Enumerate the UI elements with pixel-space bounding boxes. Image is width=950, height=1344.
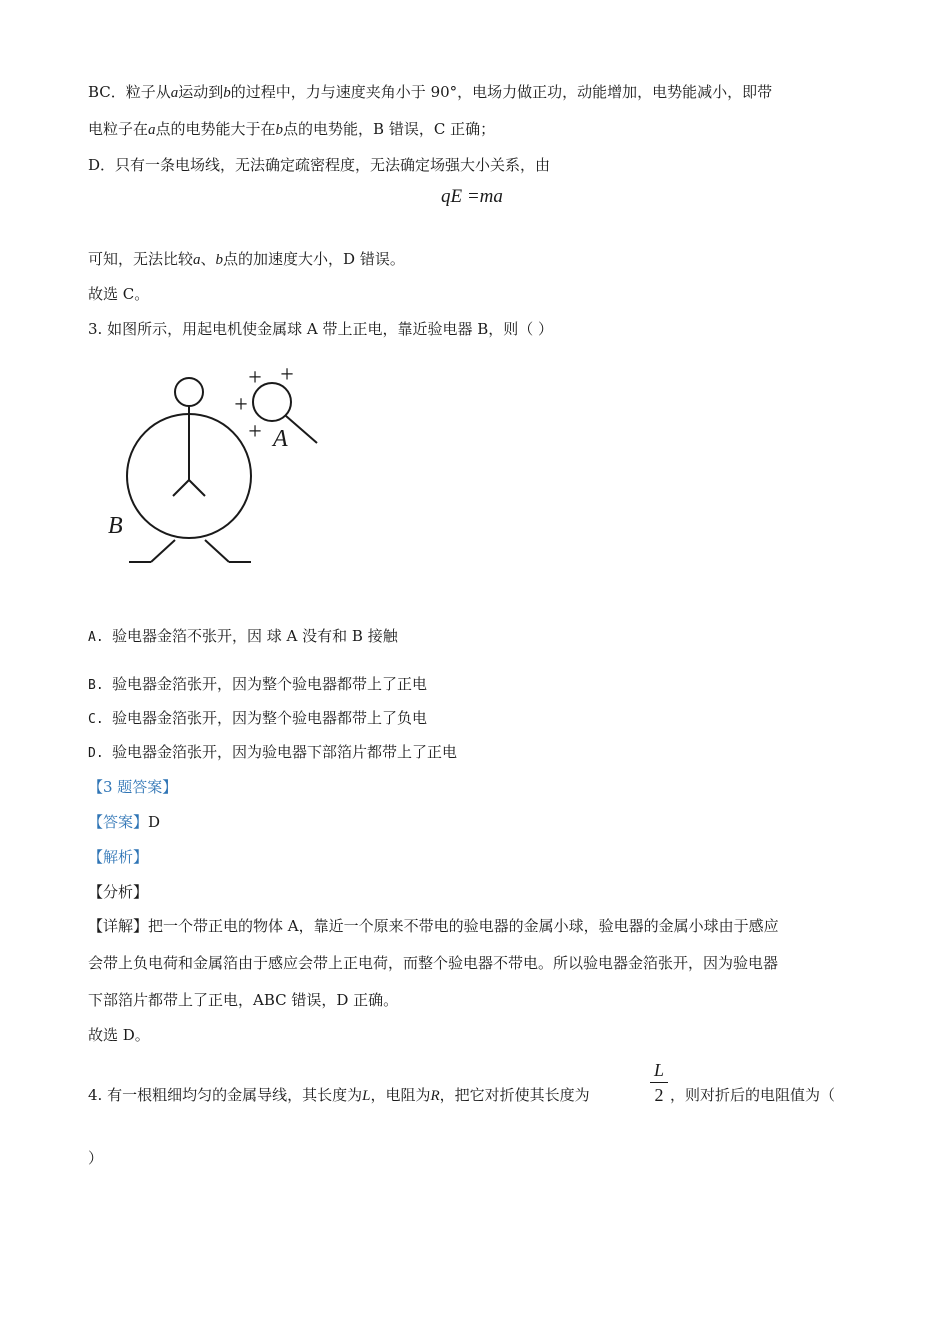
- label-b: B: [108, 513, 123, 539]
- var-r: R: [430, 1088, 440, 1104]
- analysis-sub: 【分析】: [88, 883, 149, 901]
- var-b: b: [275, 122, 284, 138]
- text: 运动到: [178, 83, 224, 101]
- fraction-bar: [650, 1082, 668, 1083]
- text: 的过程中，力与速度夹角小于 90°，电场力做正功，动能增加，电势能减小，即带: [230, 83, 773, 101]
- text: ，电阻为: [370, 1086, 431, 1104]
- option-a[interactable]: [88, 626, 398, 648]
- bc-line-2: [88, 119, 495, 140]
- plus-sign: +: [248, 419, 262, 445]
- d-conclusion: [88, 249, 405, 270]
- foil-right: [189, 480, 205, 496]
- plus-sign: +: [234, 392, 248, 418]
- equation: qE =ma: [441, 186, 503, 207]
- q4-close: ）: [88, 1149, 104, 1167]
- detail-line-3: 下部箔片都带上了正电，ABC 错误，D 正确。: [88, 991, 399, 1009]
- text: 4. 有一根粗细均匀的金属导线，其长度为: [88, 1086, 363, 1104]
- option-key: A.: [88, 630, 104, 645]
- detail-line-2: 会带上负电荷和金属箔由于感应会带上正电荷，而整个验电器不带电。所以验电器金箔张开，因为验电器: [88, 954, 779, 972]
- d-line: D．只有一条电场线，无法确定疏密程度，无法确定场强大小关系，由: [88, 156, 551, 174]
- plus-sign: +: [248, 365, 262, 391]
- electroscope-figure: [100, 362, 330, 572]
- text: 可知，无法比较: [88, 250, 194, 268]
- text: 点的加速度大小，D 错误。: [223, 250, 405, 268]
- text: 电粒子在: [88, 120, 149, 138]
- option-text: 验电器金箔张开，因为整个验电器都带上了正电: [112, 675, 428, 693]
- foil-left: [173, 480, 189, 496]
- q3-stem: 3. 如图所示，用起电机使金属球 A 带上正电，靠近验电器 B，则（ ）: [88, 320, 554, 338]
- option-text: 验电器金箔张开，因为验电器下部箔片都带上了正电: [112, 743, 458, 761]
- leg-right: [205, 540, 229, 562]
- q4-stem-tail: ，则对折后的电阻值为（: [670, 1086, 836, 1104]
- option-b[interactable]: [88, 674, 427, 696]
- option-key: C.: [88, 712, 104, 727]
- fraction-numerator: L: [653, 1060, 664, 1080]
- ball-a-handle: [286, 416, 317, 443]
- q3-conclusion: 故选 D。: [88, 1026, 150, 1044]
- var-a: a: [193, 252, 201, 268]
- var-b: b: [215, 252, 224, 268]
- leg-left: [151, 540, 175, 562]
- fraction-l-over-2: [650, 1060, 668, 1105]
- text: 点的电势能，B 错误，C 正确；: [283, 120, 496, 138]
- option-c[interactable]: [88, 708, 427, 730]
- text: ，把它对折使其长度为: [439, 1086, 590, 1104]
- answer-value: D: [148, 813, 161, 831]
- text: BC．粒子从: [88, 83, 171, 101]
- analysis-header: 【解析】: [88, 848, 149, 866]
- var-l: L: [362, 1088, 371, 1104]
- answer-tag: 【答案】: [88, 813, 149, 831]
- fraction-denominator: 2: [654, 1085, 664, 1105]
- bc-line-1: [88, 82, 772, 103]
- q4-stem: [88, 1085, 590, 1106]
- var-b: b: [223, 85, 231, 101]
- text: 、: [200, 250, 216, 268]
- choose-c: 故选 C。: [88, 285, 150, 303]
- answer-header: 【3 题答案】: [88, 778, 178, 796]
- option-key: D.: [88, 746, 104, 761]
- plus-sign: +: [280, 362, 294, 388]
- electroscope-knob: [175, 378, 203, 406]
- label-a: A: [273, 426, 288, 452]
- var-a: a: [148, 122, 156, 138]
- option-key: B.: [88, 678, 104, 693]
- option-text: 验电器金箔张开，因为整个验电器都带上了负电: [112, 709, 428, 727]
- option-text: 验电器金箔不张开，因 球 A 没有和 B 接触: [112, 627, 398, 645]
- answer-line: [88, 812, 160, 832]
- text: 点的电势能大于在: [155, 120, 276, 138]
- detail-tag: 【详解】: [88, 917, 149, 935]
- detail-line-1: [88, 916, 779, 936]
- option-d[interactable]: [88, 742, 457, 764]
- var-a: a: [170, 85, 179, 101]
- text: 把一个带正电的物体 A，靠近一个原来不带电的验电器的金属小球，验电器的金属小球由于感应: [148, 917, 779, 935]
